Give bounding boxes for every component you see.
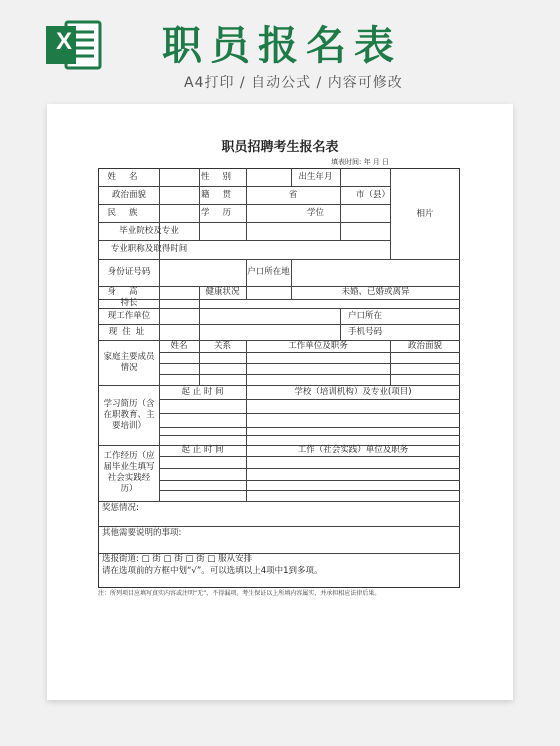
form-paper	[47, 104, 513, 700]
label-work-unit: 现工作单位	[107, 310, 151, 321]
label-hukou2: 户口所在	[347, 310, 382, 321]
label-city: 市（县）	[355, 189, 390, 200]
label-title-cert: 专业职称及取得时间	[110, 244, 188, 254]
form-title: 职员招聘考生报名表	[221, 140, 339, 155]
label-hukou: 户口所在地	[247, 267, 290, 277]
label-height: 身高	[107, 287, 151, 297]
label-awards: 奖惩情况:	[102, 502, 139, 513]
study-col-school: 学校（培训机构）及专业(项目)	[294, 386, 412, 397]
label-health: 健康状况	[205, 287, 240, 297]
label-other: 其他需要说明的事项:	[102, 528, 182, 538]
label-politics: 政治面貌	[111, 189, 146, 200]
family-col-name: 姓名	[170, 340, 188, 351]
label-specialty: 特长	[120, 298, 138, 308]
label-work-exp: 工作经历（应届毕业生填写社会实践经历）	[103, 451, 155, 494]
footnote: 注：所列项目应填写真实内容或注明“无”，不得漏项。考生保证以上所填内容属实，并承担相应法律后果。	[98, 590, 381, 597]
fill-date: 填表时间: 年 月 日	[331, 158, 390, 166]
family-col-relation: 关系	[213, 340, 231, 351]
street-choice[interactable]: 选报街道: □ 街 □ 街 □ 街 □ 服从安排	[102, 554, 253, 564]
banner	[0, 0, 560, 100]
label-id-no: 身份证号码	[107, 267, 151, 277]
photo-box[interactable]: 相片	[416, 208, 434, 219]
family-col-work: 工作单位及职务	[288, 340, 348, 351]
label-address: 现住址	[108, 326, 150, 337]
label-school: 毕业院校及专业	[119, 225, 179, 236]
label-gender: 性别	[200, 172, 244, 182]
label-origin: 籍贯	[200, 189, 244, 200]
label-family: 家庭主要成员情况	[103, 351, 155, 373]
label-ethnic: 民族	[107, 207, 151, 218]
label-mobile: 手机号码	[347, 326, 382, 337]
label-education: 学历	[200, 207, 244, 218]
registration-table	[98, 168, 460, 588]
work-col-period: 起 止 时 间	[181, 445, 224, 455]
label-name: 姓名	[107, 172, 151, 182]
study-col-period: 起 止 时 间	[181, 386, 224, 397]
label-province: 省	[288, 189, 298, 200]
banner-subtitle: A4打印 / 自动公式 / 内容可修改	[184, 75, 403, 91]
label-study: 学习简历（含在职教育、主要培训）	[103, 398, 155, 431]
banner-title: 职员报名表	[162, 23, 402, 69]
label-marriage: 未婚、已婚或离异	[341, 287, 410, 297]
excel-icon-letter: X	[55, 28, 72, 55]
label-birth: 出生年月	[298, 172, 333, 182]
street-note: 请在选项前的方框中划“√”。可以选填以上4项中1到多项。	[102, 566, 323, 576]
label-degree: 学位	[306, 207, 324, 218]
work-col-unit: 工作（社会实践）单位及职务	[297, 445, 409, 455]
family-col-politics: 政治面貌	[407, 340, 442, 351]
